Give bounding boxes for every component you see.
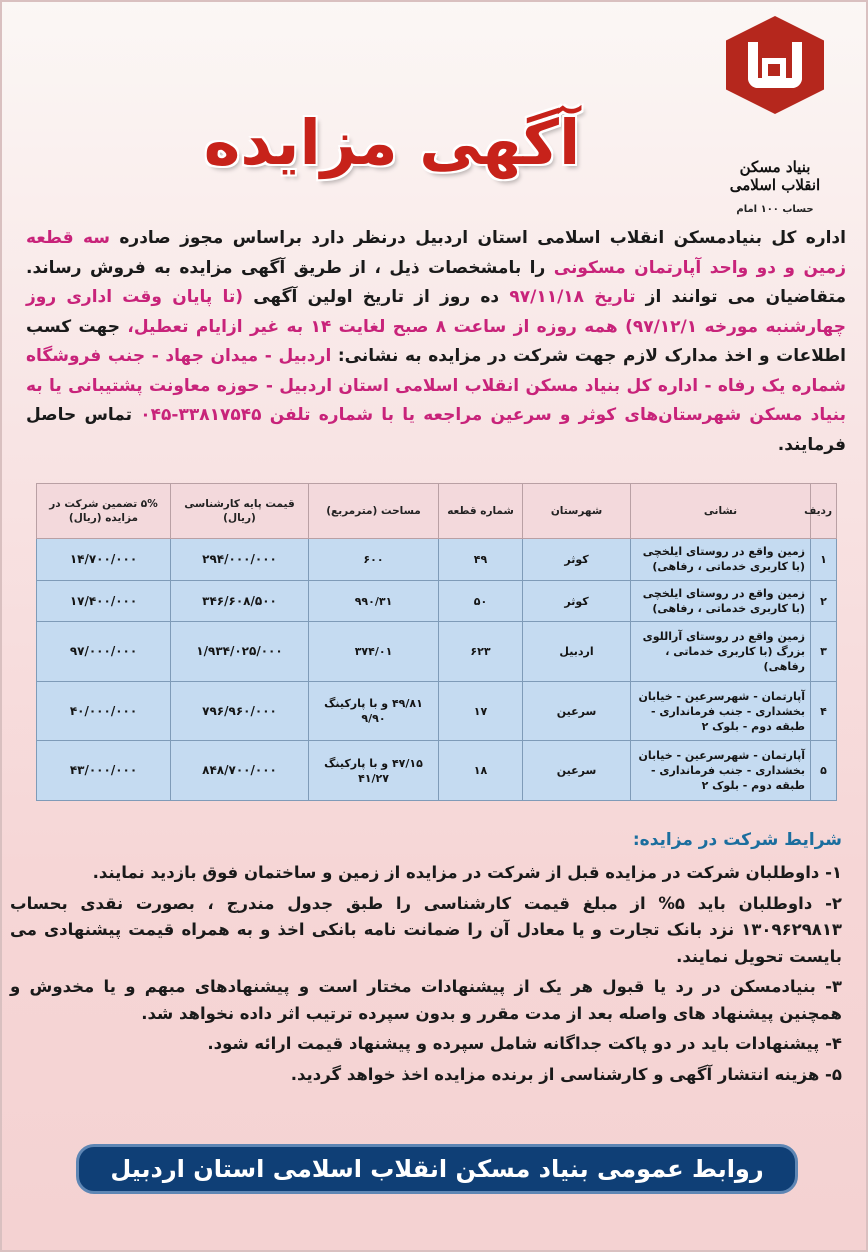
foundation-logo <box>720 16 830 226</box>
cell-address: زمین واقع در روستای آراللوی بزرگ (با کاربری خدماتی ، رفاهی) <box>631 622 811 682</box>
table-row <box>37 622 837 682</box>
table-row <box>37 580 837 622</box>
cell-lot-number: ۱۸ <box>439 741 523 801</box>
cell-address: آپارتمان - شهرسرعین - خیابان بخشداری - جنب فرمانداری - طبقه دوم - بلوک ۲ <box>631 681 811 741</box>
table-row <box>37 741 837 801</box>
cell-base-price: ۸۴۸/۷۰۰/۰۰۰ <box>171 741 309 801</box>
cell-base-price: ۱/۹۳۴/۰۲۵/۰۰۰ <box>171 622 309 682</box>
cell-area: ۶۰۰ <box>309 539 439 581</box>
table-row <box>37 539 837 581</box>
col-header-row-number: ردیف <box>811 484 837 539</box>
footer-banner: روابط عمومی بنیاد مسکن انقلاب اسلامی استان اردبیل <box>76 1144 798 1194</box>
cell-base-price: ۷۹۶/۹۶۰/۰۰۰ <box>171 681 309 741</box>
intro-text-3: ده روز از تاریخ اولین آگهی <box>243 287 510 307</box>
housing-foundation-logo-icon <box>726 16 824 114</box>
cell-city: اردبیل <box>523 622 631 682</box>
intro-text-4: جهت کسب اطلاعات و اخذ مدارک لازم جهت شرکت در مزایده به نشانی: <box>26 316 846 366</box>
condition-item: ۲- داوطلبان باید ۵% از مبلغ قیمت کارشناسی را طبق جدول مندرج ، بصورت نقدی بحساب ۱۳۰۹۶۲۹۸۱۳ نزد بانک تجارت و یا معادل آن را ضمانت نامه بانکی اخذ و به همراه قیمت پیشنهادی می بایست تحویل نمایند. <box>10 893 842 966</box>
condition-item: ۳- بنیادمسکن در رد یا قبول هر یک از پیشنهادات مختار است و پیشنهادهای مبهم و یا مخدوش و همچنین پیشنهاد های واصله بعد از مدت مقرر و بدون سپرده ترتیب اثر داده نخواهد شد. <box>10 977 842 1023</box>
logo-sub: حساب ۱۰۰ امام <box>736 204 814 215</box>
table-row <box>37 681 837 741</box>
col-header-base-price: قیمت پایه کارشناسی (ریال) <box>171 484 309 539</box>
cell-row-number: ۲ <box>811 580 837 622</box>
cell-row-number: ۵ <box>811 741 837 801</box>
cell-area: ۴۷/۱۵ و با پارکینگ ۴۱/۲۷ <box>309 741 439 801</box>
cell-address: زمین واقع در روستای ایلخچی (با کاربری خدماتی ، رفاهی) <box>631 580 811 622</box>
intro-highlight-4: اردبیل - میدان جهاد - جنب فروشگاه شماره یک رفاه - اداره کل بنیاد مسکن انقلاب اسلامی استان اردبیل - حوزه معاونت پشتیبانی یا به بنیاد مسکن شهرستان‌های کوثر و سرعین مراجعه یا با شماره تلفن ۳۳۸۱۷۵۴۵-۰۴۵ <box>26 346 846 425</box>
cell-address: آپارتمان - شهرسرعین - خیابان بخشداری - جنب فرمانداری - طبقه دوم - بلوک ۲ <box>631 741 811 801</box>
condition-item: ۴- پیشنهادات باید در دو پاکت جداگانه شامل سپرده و پیشنهاد قیمت ارائه شود. <box>207 1034 842 1053</box>
intro-highlight-3: (تا پایان وقت اداری روز چهارشنبه مورخه ۹۷/۱۲/۱) همه روزه از ساعت ۸ صبح لغایت ۱۴ به غیر ازایام تعطیل، <box>26 287 846 337</box>
cell-lot-number: ۶۲۳ <box>439 622 523 682</box>
condition-item: ۱- داوطلبان شرکت در مزایده قبل از شرکت در مزایده از زمین و ساختمان فوق بازدید نمایند. <box>92 863 842 882</box>
col-header-lot-number: شماره قطعه <box>439 484 523 539</box>
intro-paragraph <box>26 224 846 460</box>
cell-base-price: ۳۴۶/۶۰۸/۵۰۰ <box>171 580 309 622</box>
cell-deposit: ۹۷/۰۰۰/۰۰۰ <box>37 622 171 682</box>
cell-deposit: ۱۴/۷۰۰/۰۰۰ <box>37 539 171 581</box>
cell-lot-number: ۴۹ <box>439 539 523 581</box>
cell-row-number: ۳ <box>811 622 837 682</box>
cell-area: ۴۹/۸۱ و با پارکینگ ۹/۹۰ <box>309 681 439 741</box>
conditions-title: شرایط شرکت در مزایده: <box>632 830 842 850</box>
col-header-city: شهرستان <box>523 484 631 539</box>
lots-table <box>36 483 837 801</box>
cell-city: کوثر <box>523 539 631 581</box>
cell-deposit: ۴۰/۰۰۰/۰۰۰ <box>37 681 171 741</box>
condition-item: ۵- هزینه انتشار آگهی و کارشناسی از برنده مزایده اخذ خواهد گردید. <box>290 1064 842 1084</box>
intro-highlight-1: سه قطعه زمین و دو واحد آپارتمان مسکونی <box>26 228 846 278</box>
col-header-address: نشانی <box>631 484 811 539</box>
cell-deposit: ۴۳/۰۰۰/۰۰۰ <box>37 741 171 801</box>
cell-base-price: ۲۹۴/۰۰۰/۰۰۰ <box>171 539 309 581</box>
cell-lot-number: ۱۷ <box>439 681 523 741</box>
table-header-row <box>37 484 837 539</box>
conditions-list <box>10 860 842 1092</box>
cell-area: ۹۹۰/۳۱ <box>309 580 439 622</box>
cell-city: سرعین <box>523 681 631 741</box>
cell-address: زمین واقع در روستای ایلخچی (با کاربری خدماتی ، رفاهی) <box>631 539 811 581</box>
intro-text-1: اداره کل بنیادمسکن انقلاب اسلامی استان اردبیل درنظر دارد براساس مجوز صادره <box>110 228 846 248</box>
col-header-area: مساحت (مترمربع) <box>309 484 439 539</box>
col-header-deposit: ۵% تضمین شرکت در مزایده (ریال) <box>37 484 171 539</box>
page-title: آگهی مزایده <box>203 106 581 179</box>
cell-city: کوثر <box>523 580 631 622</box>
cell-lot-number: ۵۰ <box>439 580 523 622</box>
logo-name: بنیاد مسکن انقلاب اسلامی <box>729 158 821 194</box>
cell-area: ۳۷۴/۰۱ <box>309 622 439 682</box>
intro-highlight-2: تاریخ ۹۷/۱۱/۱۸ <box>509 287 636 307</box>
cell-row-number: ۴ <box>811 681 837 741</box>
intro-text-2: را بامشخصات ذیل ، از طریق آگهی مزایده به فروش رساند. متقاضیان می توانند از <box>26 257 846 307</box>
cell-deposit: ۱۷/۴۰۰/۰۰۰ <box>37 580 171 622</box>
intro-text-5: تماس حاصل فرمایند. <box>26 405 846 455</box>
cell-city: سرعین <box>523 741 631 801</box>
cell-row-number: ۱ <box>811 539 837 581</box>
